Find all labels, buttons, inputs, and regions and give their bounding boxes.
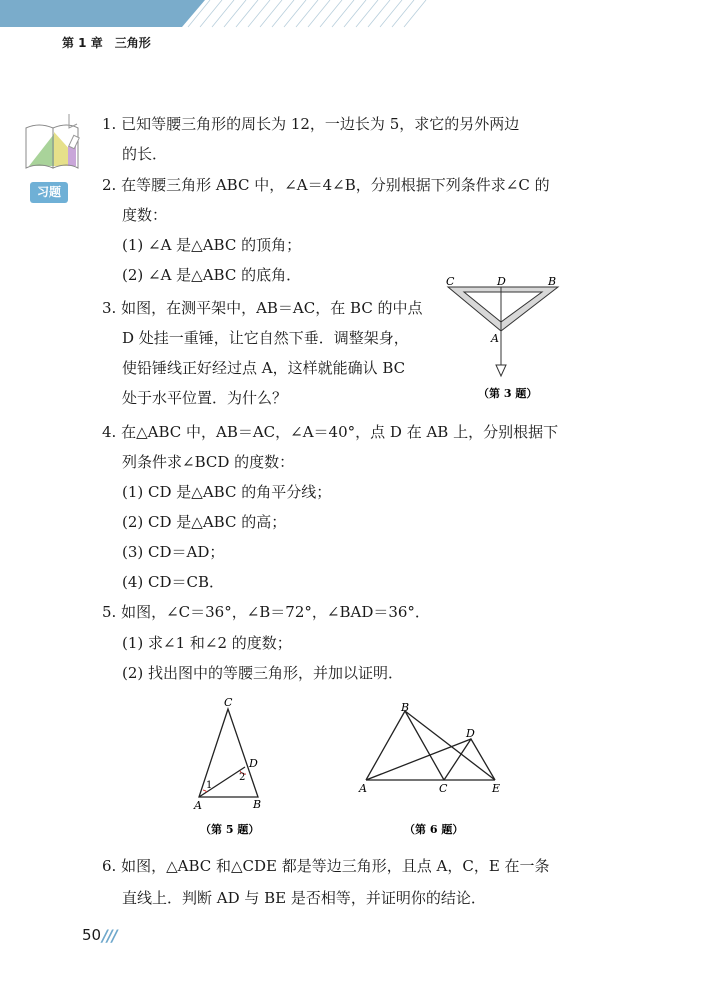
label-C: C [224, 696, 233, 709]
figure-6-caption: （第 6 题） [404, 823, 464, 836]
problem-6-line: 6. 如图，△ABC 和△CDE 都是等边三角形，且点 A，C，E 在一条 [102, 857, 550, 875]
problem-4-subitem: (4) CD＝CB． [122, 573, 225, 591]
problem-3-line: 处于水平位置．为什么？ [122, 389, 288, 407]
angle-2-label: 2 [239, 772, 246, 783]
figure-5-caption: （第 5 题） [200, 823, 260, 836]
label-B: B [253, 798, 262, 811]
problem-4-line: 4. 在△ABC 中，AB＝AC，∠A＝40°，点 D 在 AB 上，分别根据下 [102, 423, 559, 441]
problem-3-line: 3. 如图，在测平架中，AB＝AC，在 BC 的中点 [102, 299, 423, 317]
label-B: B [401, 701, 410, 714]
label-A: A [491, 332, 499, 345]
problem-5-subitem: (1) 求∠1 和∠2 的度数； [122, 634, 292, 652]
chapter-title: 第 1 章 三角形 [62, 36, 151, 50]
page-number-decoration: /// [102, 926, 117, 945]
problem-3-line: D 处挂一重锤，让它自然下垂．调整架身， [122, 329, 409, 347]
label-D: D [497, 275, 506, 288]
figure-3-level-frame [440, 275, 570, 405]
label-E: E [492, 782, 501, 795]
problem-2-line: 2. 在等腰三角形 ABC 中，∠A＝4∠B，分别根据下列条件求∠C 的 [102, 176, 550, 194]
exercise-badge: 习题 [30, 182, 68, 203]
problem-6-line: 直线上．判断 AD 与 BE 是否相等，并证明你的结论． [122, 889, 486, 907]
book-icon [24, 112, 82, 174]
problem-2-subitem: (1) ∠A 是△ABC 的顶角； [122, 236, 302, 254]
problem-1-line: 的长． [122, 145, 168, 163]
figure-6-equilateral-triangles [355, 690, 515, 840]
problem-3-line: 使铅锤线正好经过点 A，这样就能确认 BC [122, 359, 406, 377]
problem-4-line: 列条件求∠BCD 的度数： [122, 453, 295, 471]
page-number: 50 [82, 926, 102, 944]
problem-1-line: 1. 已知等腰三角形的周长为 12，一边长为 5，求它的另外两边 [102, 115, 520, 133]
angle-1-label: 1 [206, 780, 213, 791]
problem-4-subitem: (3) CD＝AD； [122, 543, 225, 561]
problem-5-line: 5. 如图，∠C＝36°，∠B＝72°，∠BAD＝36°． [102, 603, 430, 621]
label-C: C [446, 275, 455, 288]
label-D: D [466, 727, 475, 740]
problem-5-subitem: (2) 找出图中的等腰三角形，并加以证明． [122, 664, 404, 682]
figure-3-caption: （第 3 题） [478, 387, 538, 400]
problem-2-subitem: (2) ∠A 是△ABC 的底角． [122, 266, 302, 284]
figure-5-triangle [180, 690, 290, 840]
label-C: C [439, 782, 448, 795]
label-A: A [194, 799, 202, 812]
label-D: D [249, 757, 258, 770]
header-band [0, 0, 702, 30]
problem-4-subitem: (2) CD 是△ABC 的高； [122, 513, 287, 531]
problem-4-subitem: (1) CD 是△ABC 的角平分线； [122, 483, 332, 501]
label-B: B [548, 275, 557, 288]
label-A: A [359, 782, 367, 795]
problem-2-line: 度数： [122, 206, 168, 224]
